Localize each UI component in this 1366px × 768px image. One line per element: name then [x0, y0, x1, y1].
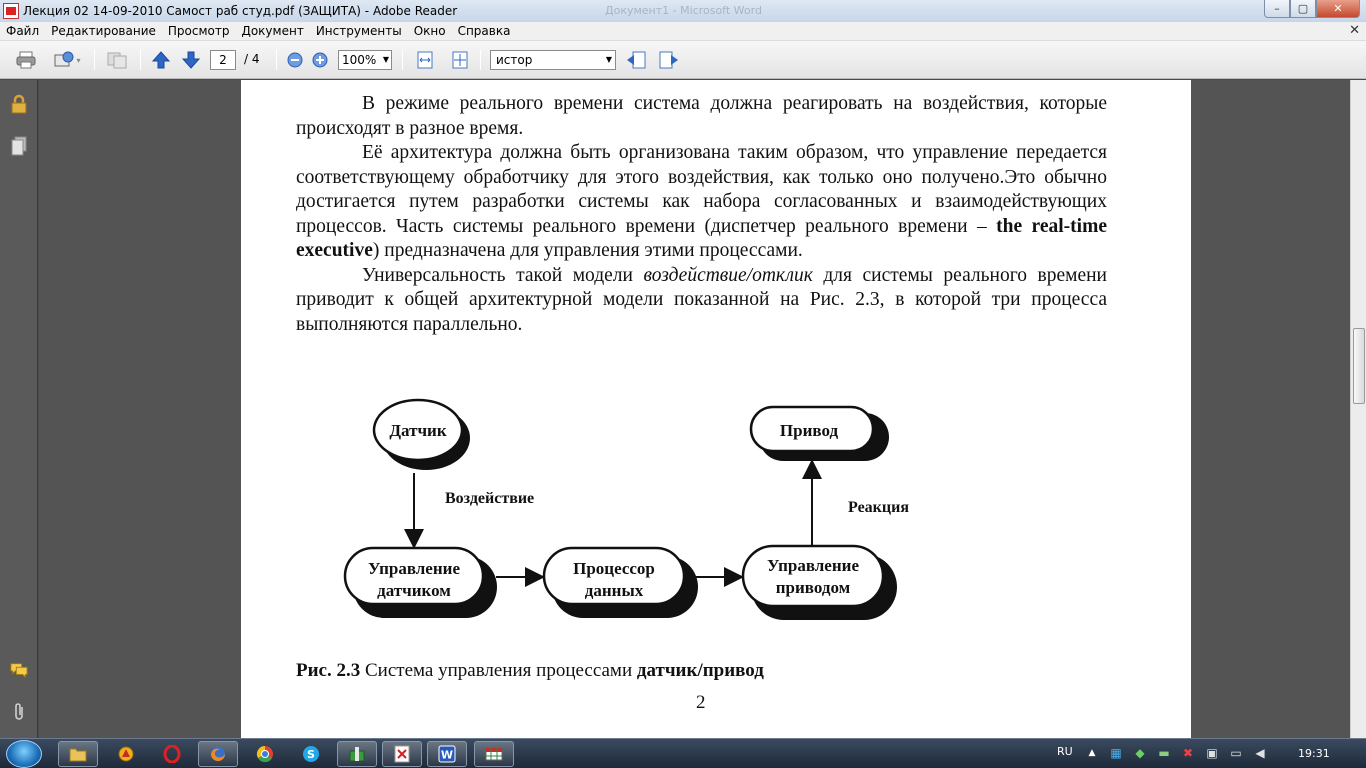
taskbar-word[interactable] [427, 741, 467, 767]
paragraph-2-start: Её архитектура должна быть организована таким образом, что управление передается соответствующему обработчику для этого воздействия, как только оно получено.Это обычно достигается путем разработки системы как набора согласованных и взаимодействующих процессов. Часть системы реального времени (диспетчер реального времени – [296, 142, 1107, 237]
tray-expand-icon[interactable]: ▲ [1088, 748, 1096, 758]
table-icon [485, 745, 503, 763]
node-sensor-control [345, 548, 497, 618]
comment-icon [10, 661, 28, 679]
review-icon [106, 51, 128, 69]
paragraph-3-start: Универсальность такой модели [362, 264, 644, 286]
comments-button[interactable] [10, 660, 28, 680]
toolbar-separator [140, 50, 141, 70]
menu-view[interactable]: Просмотр [167, 24, 230, 38]
security-button[interactable] [10, 94, 28, 114]
collaborate-button[interactable] [104, 50, 130, 70]
find-next-button[interactable] [657, 50, 681, 70]
window-title: Лекция 02 14-09-2010 Самост раб студ.pdf (ЗАЩИТА) - Adobe Reader [23, 4, 458, 18]
menu-file[interactable]: Файл [6, 24, 40, 38]
window-controls [1264, 0, 1360, 18]
tray-security-icon[interactable]: ✖ [1182, 746, 1194, 760]
find-previous-icon [626, 51, 646, 69]
share-button[interactable] [50, 50, 84, 70]
taskbar-explorer[interactable] [58, 741, 98, 767]
minimize-button[interactable]: – [1264, 0, 1290, 18]
paperclip-icon [11, 702, 27, 722]
node-actuator-control-label-2: приводом [775, 578, 851, 597]
taskbar-opera[interactable] [152, 741, 192, 767]
taskbar-adobe-reader[interactable] [382, 741, 422, 767]
share-dropdown-icon: ▾ [76, 55, 81, 65]
arrow-down-icon [182, 51, 200, 69]
toolbar [0, 41, 1366, 79]
node-data-processor-label-2: данных [584, 581, 644, 600]
search-value: истор [496, 53, 533, 67]
edge-response-label: Реакция [848, 499, 909, 516]
navigation-pane [0, 80, 38, 738]
search-input[interactable] [490, 50, 616, 70]
tray-monitor-icon[interactable]: ▭ [1230, 746, 1242, 760]
menu-edit[interactable]: Редактирование [51, 24, 156, 38]
warning-icon [117, 745, 135, 763]
start-button[interactable] [6, 740, 42, 768]
figure-caption-suffix: датчик/привод [636, 660, 764, 681]
language-indicator[interactable]: RU [1057, 745, 1073, 758]
zoom-value: 100% [342, 53, 377, 67]
pages-icon [10, 136, 28, 156]
tray-battery-icon[interactable]: ▬ [1158, 746, 1170, 760]
term-stimulus-response: воздействие/отклик [643, 264, 813, 286]
menu-document[interactable]: Документ [241, 24, 304, 38]
zoom-select[interactable] [338, 50, 392, 70]
figure-caption-prefix: Рис. 2.3 [296, 660, 361, 681]
term-real-time-executive: the real-time executive [296, 215, 1107, 261]
node-actuator-label: Привод [779, 421, 839, 440]
firefox-icon [209, 745, 227, 763]
fit-width-button[interactable] [414, 50, 436, 70]
menu-window[interactable]: Окно [413, 24, 446, 38]
print-button[interactable] [14, 50, 38, 70]
edge-stimulus-label: Воздействие [445, 490, 535, 507]
toolbar-separator [402, 50, 403, 70]
toolbar-separator [480, 50, 481, 70]
taskbar-app-green[interactable] [337, 741, 377, 767]
figure-caption [296, 660, 764, 682]
figure-caption-middle: Система управления процессами [360, 660, 637, 681]
node-actuator [751, 407, 889, 461]
document-area[interactable] [39, 80, 1350, 738]
node-sensor-label: Датчик [389, 421, 447, 440]
word-icon [438, 745, 456, 763]
menu-help[interactable]: Справка [457, 24, 511, 38]
node-sensor-control-label-1: Управление [367, 559, 461, 578]
node-sensor [374, 400, 470, 470]
tray-device-icon[interactable]: ▣ [1206, 746, 1218, 760]
minus-circle-icon [287, 52, 303, 68]
zoom-in-button[interactable] [310, 50, 330, 70]
node-sensor-control-label-2: датчиком [377, 581, 451, 600]
node-actuator-control [743, 546, 897, 620]
pdf-page [241, 80, 1191, 740]
node-actuator-control-label-1: Управление [766, 556, 860, 575]
title-bar [0, 0, 1366, 22]
opera-icon [163, 745, 181, 763]
close-document-icon[interactable]: ✕ [1349, 23, 1360, 38]
vertical-scrollbar[interactable] [1350, 80, 1366, 738]
attachments-button[interactable] [10, 702, 28, 722]
chart-icon [348, 745, 366, 763]
chevron-down-icon: ▼ [605, 55, 612, 64]
envelope-icon [53, 51, 75, 69]
taskbar-app-warning[interactable] [106, 741, 146, 767]
maximize-button[interactable]: ▢ [1290, 0, 1316, 18]
page-total: / 4 [244, 52, 260, 66]
zoom-out-button[interactable] [285, 50, 305, 70]
printer-icon [16, 51, 36, 69]
skype-icon [302, 745, 320, 763]
previous-page-button[interactable] [150, 50, 172, 70]
tray-volume-icon[interactable]: ◀ [1255, 746, 1265, 760]
svg-text:W: W [440, 748, 454, 762]
page-number-input[interactable]: 2 [210, 50, 236, 70]
menu-tools[interactable]: Инструменты [315, 24, 402, 38]
pages-button[interactable] [10, 136, 28, 156]
taskbar [0, 738, 1366, 768]
fit-page-button[interactable] [449, 50, 471, 70]
process-diagram [241, 80, 1191, 740]
find-previous-button[interactable] [624, 50, 648, 70]
scrollbar-thumb[interactable] [1353, 328, 1365, 404]
tray-network-icon[interactable]: ▦ [1110, 746, 1122, 760]
chrome-icon [256, 745, 274, 763]
tray-app-icon[interactable]: ◆ [1135, 746, 1145, 760]
folder-icon [69, 746, 87, 762]
pdf-app-icon[interactable] [3, 3, 19, 19]
background-window-title: Документ1 - Microsoft Word [605, 4, 762, 17]
lock-icon [10, 94, 28, 114]
node-data-processor [544, 548, 698, 618]
paragraph-1: В режиме реального времени система должна реагировать на воздействия, которые происходят в разное время. [296, 93, 1107, 139]
menu-bar [0, 22, 1366, 41]
arrow-up-icon [152, 51, 170, 69]
toolbar-separator [94, 50, 95, 70]
find-next-icon [659, 51, 679, 69]
fit-page-icon [451, 51, 469, 69]
paragraph-2-end: ) предназначена для управления этими процессами. [372, 240, 803, 261]
taskbar-skype[interactable] [291, 741, 331, 767]
next-page-button[interactable] [180, 50, 202, 70]
chevron-down-icon: ▼ [382, 55, 389, 64]
plus-circle-icon [312, 52, 328, 68]
close-button[interactable]: ✕ [1316, 0, 1360, 18]
fit-width-icon [416, 51, 434, 69]
toolbar-separator [276, 50, 277, 70]
taskbar-app-table[interactable] [474, 741, 514, 767]
taskbar-chrome[interactable] [245, 741, 285, 767]
page-number: 2 [696, 692, 706, 713]
node-data-processor-label-1: Процессор [573, 559, 655, 578]
taskbar-firefox[interactable] [198, 741, 238, 767]
pdf-icon [394, 745, 410, 763]
paragraph-3-end: для системы реального времени приводит к общей архитектурной модели показанной на Рис. 2.3, в которой три процесса выполняются параллельно. [296, 264, 1107, 335]
svg-text:S: S [307, 748, 315, 761]
clock[interactable]: 19:31 [1298, 747, 1330, 760]
